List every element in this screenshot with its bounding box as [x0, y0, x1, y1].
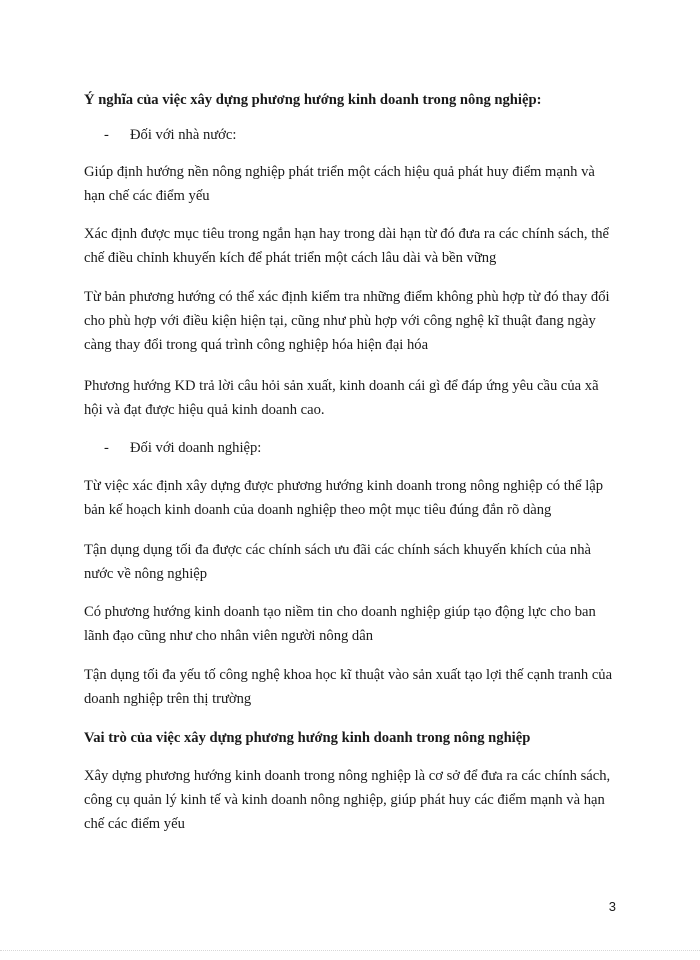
bullet-dash: -	[104, 127, 109, 143]
bullet-enterprise	[104, 436, 261, 460]
bullet-dash: -	[104, 440, 109, 456]
section-heading-significance: Ý nghĩa của việc xây dựng phương hướng kinh doanh trong nông nghiệp:	[84, 92, 542, 108]
bullet-label-state: Đối với nhà nước:	[130, 127, 237, 143]
paragraph-state-3: Từ bản phương hướng có thể xác định kiểm tra những điểm không phù hợp từ đó thay đổi cho phù hợp với điều kiện hiện tại, cũng như phù hợp với công nghệ kĩ thuật đang ngày càng thay đổi trong quá trình công nghiệp hóa hiện đại hóa	[84, 289, 610, 353]
section-heading-role: Vai trò của việc xây dựng phương hướng kinh doanh trong nông nghiệp	[84, 730, 531, 746]
paragraph-enterprise-4: Tận dụng tối đa yếu tố công nghệ khoa học kĩ thuật vào sản xuất tạo lợi thế cạnh tranh của doanh nghiệp trên thị trường	[84, 667, 613, 707]
paragraph-enterprise-1: Từ việc xác định xây dựng được phương hướng kinh doanh trong nông nghiệp có thể lập bản kế hoạch kinh doanh của doanh nghiệp theo một mục tiêu đúng đắn rõ dàng	[84, 478, 604, 518]
bullet-state	[104, 123, 236, 147]
paragraph-enterprise-3: Có phương hướng kinh doanh tạo niềm tin cho doanh nghiệp giúp tạo động lực cho ban lãnh đạo cũng như cho nhân viên người nông dân	[84, 604, 596, 644]
paragraph-state-2: Xác định được mục tiêu trong ngắn hạn hay trong dài hạn từ đó đưa ra các chính sách, thể chế điều chỉnh khuyến kích để phát triển một cách lâu dài và bền vững	[84, 226, 610, 266]
paragraph-state-1: Giúp định hướng nền nông nghiệp phát triển một cách hiệu quả phát huy điểm mạnh và hạn chế các điểm yếu	[84, 164, 595, 204]
bullet-label-enterprise: Đối với doanh nghiệp:	[130, 440, 262, 456]
paragraph-enterprise-2: Tận dụng dụng tối đa được các chính sách ưu đãi các chính sách khuyến khích của nhà nước về nông nghiệp	[84, 542, 591, 582]
page-bottom-divider	[0, 950, 700, 951]
paragraph-role: Xây dựng phương hướng kinh doanh trong nông nghiệp là cơ sở để đưa ra các chính sách, công cụ quản lý kinh tế và kinh doanh nông nghiệp, giúp phát huy các điểm mạnh và hạn chế các điểm yếu	[84, 768, 611, 832]
page-number: 3	[608, 899, 616, 914]
paragraph-state-4: Phương hướng KD trả lời câu hỏi sản xuất, kinh doanh cái gì để đáp ứng yêu cầu của xã hội và đạt được hiệu quả kinh doanh cao.	[84, 378, 599, 418]
